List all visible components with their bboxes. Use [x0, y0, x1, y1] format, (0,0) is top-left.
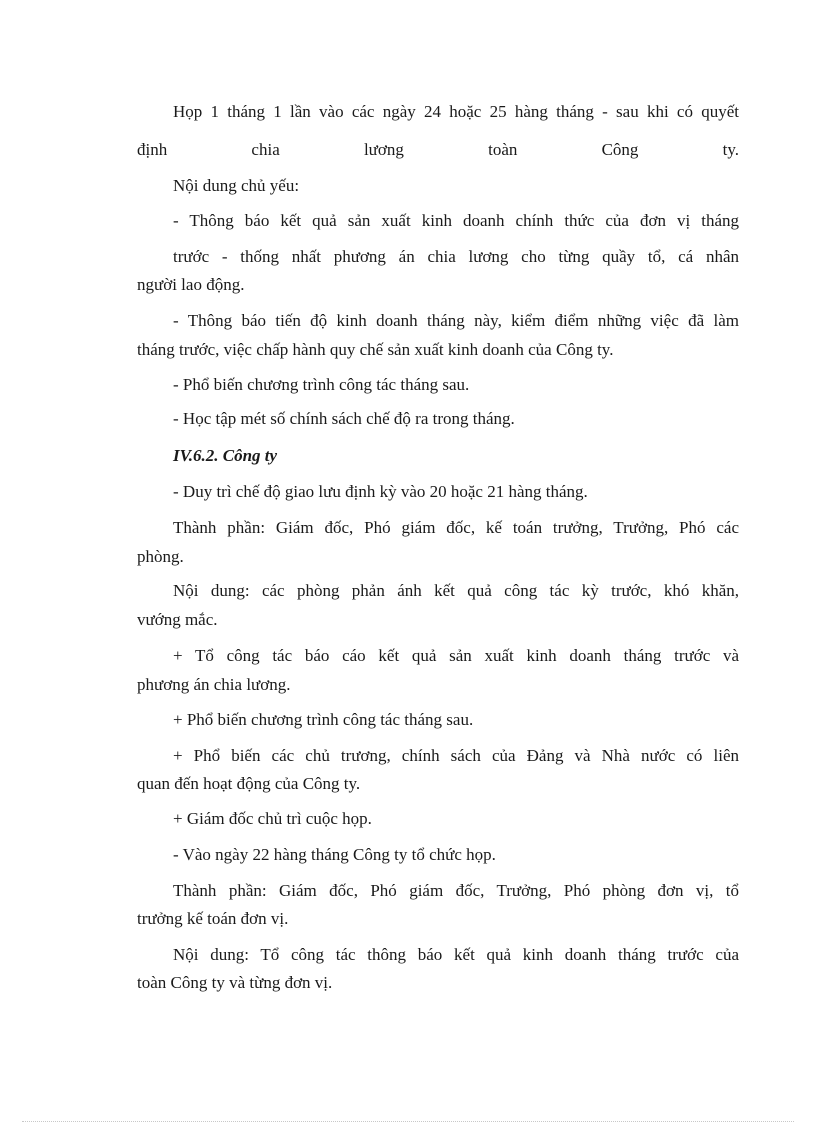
text-line: - Duy trì chế độ giao lưu định kỳ vào 20 hoặc 21 hàng tháng. — [173, 482, 588, 501]
text-line: Họp 1 tháng 1 lần vào các ngày 24 hoặc 25 hàng tháng - sau khi có quyết — [173, 102, 739, 121]
text-line: - Thông báo tiến độ kinh doanh tháng này, kiểm điểm những việc đã làm — [173, 311, 739, 330]
text-line: - Vào ngày 22 hàng tháng Công ty tổ chức họp. — [173, 845, 496, 864]
text-line: + Tổ công tác báo cáo kết quả sản xuất kinh doanh tháng trước và — [173, 646, 739, 665]
text-line: + Phổ biến các chủ trương, chính sách của Đảng và Nhà nước có liên — [173, 746, 739, 765]
text-line: người lao động. — [137, 275, 245, 294]
section-heading: IV.6.2. Công ty — [173, 446, 278, 465]
text-line: Thành phần: Giám đốc, Phó giám đốc, kế toán trưởng, Trưởng, Phó các — [173, 518, 739, 537]
text-line: Thành phần: Giám đốc, Phó giám đốc, Trưởng, Phó phòng đơn vị, tổ — [173, 881, 739, 900]
text-line: vướng mắc. — [137, 610, 218, 629]
text-line: - Học tập mét số chính sách chế độ ra trong tháng. — [173, 409, 515, 428]
text-line: Nội dung: Tổ công tác thông báo kết quả kinh doanh tháng trước của — [173, 945, 739, 964]
text-line: - Phổ biến chương trình công tác tháng sau. — [173, 375, 470, 394]
text-line: - Thông báo kết quả sản xuất kinh doanh chính thức của đơn vị tháng — [173, 211, 739, 230]
text-line: tháng trước, việc chấp hành quy chế sản xuất kinh doanh của Công ty. — [137, 340, 614, 359]
text-line: + Giám đốc chủ trì cuộc họp. — [173, 809, 372, 828]
text-line: phương án chia lương. — [137, 675, 291, 694]
text-line: trước - thống nhất phương án chia lương cho từng quầy tổ, cá nhân — [173, 247, 739, 266]
text-line: quan đến hoạt động của Công ty. — [137, 774, 361, 793]
text-line: định chia lương toàn Công ty. — [137, 140, 739, 159]
text-line: Nội dung: các phòng phản ánh kết quả công tác kỳ trước, khó khăn, — [173, 581, 739, 600]
text-line: toàn Công ty và từng đơn vị. — [137, 973, 333, 992]
text-line: Nội dung chủ yếu: — [173, 176, 300, 195]
text-line: phòng. — [137, 547, 184, 566]
page-bottom-rule — [22, 1121, 794, 1122]
text-line: + Phổ biến chương trình công tác tháng sau. — [173, 710, 474, 729]
text-line: trưởng kế toán đơn vị. — [137, 909, 289, 928]
